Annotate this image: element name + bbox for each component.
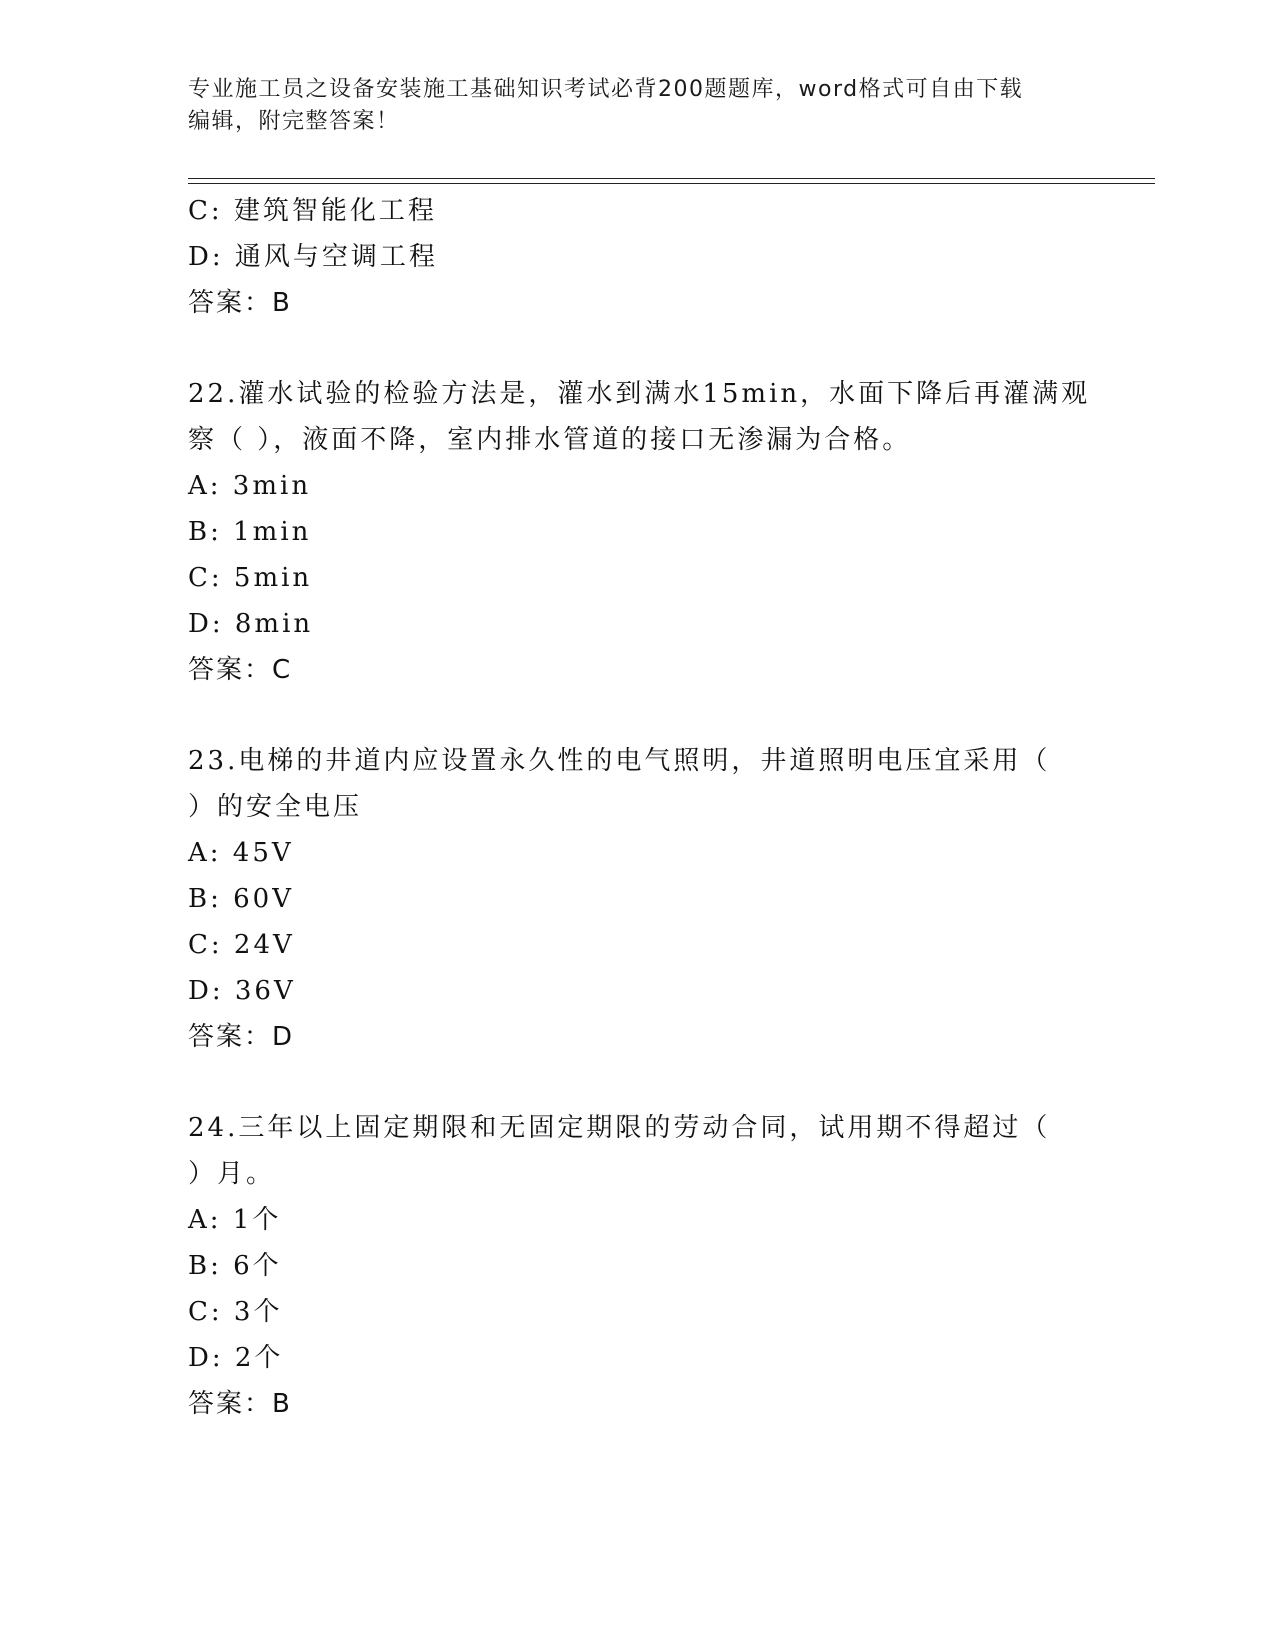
option-a: A: 45V xyxy=(188,838,294,868)
spacer xyxy=(188,1060,1088,1105)
page-header xyxy=(188,74,1088,138)
option-d: D: 通风与空调工程 xyxy=(188,242,438,272)
answer-line: 答案：D xyxy=(188,1022,295,1052)
question-text-line-1: 22.灌水试验的检验方法是，灌水到满水15min，水面下降后再灌满观 xyxy=(188,379,1091,409)
answer-line: 答案：B xyxy=(188,288,292,318)
option-a: A: 1个 xyxy=(188,1205,282,1235)
option-b: B: 1min xyxy=(188,517,312,547)
question-22 xyxy=(188,371,1091,693)
header-title-line-1: 专业施工员之设备安装施工基础知识考试必背200题题库，word格式可自由下载 xyxy=(188,77,1024,102)
question-21 xyxy=(188,188,1088,326)
header-title-line-2: 编辑，附完整答案！ xyxy=(188,109,400,134)
question-text-line-2: ）的安全电压 xyxy=(188,792,363,822)
answer-line: 答案：B xyxy=(188,1389,292,1419)
option-a: A: 3min xyxy=(188,471,312,501)
option-b: B: 6个 xyxy=(188,1251,282,1281)
question-23 xyxy=(188,738,1088,1060)
question-text-line-1: 23.电梯的井道内应设置永久性的电气照明，井道照明电压宜采用（ xyxy=(188,746,1051,776)
header-divider-bottom xyxy=(188,183,1155,184)
question-24 xyxy=(188,1105,1088,1427)
option-c: C: 5min xyxy=(188,563,313,593)
question-text-line-1: 24.三年以上固定期限和无固定期限的劳动合同，试用期不得超过（ xyxy=(188,1113,1051,1143)
header-divider-top xyxy=(188,178,1155,179)
answer-line: 答案：C xyxy=(188,655,293,685)
option-c: C: 3个 xyxy=(188,1297,283,1327)
option-c: C: 24V xyxy=(188,930,295,960)
spacer xyxy=(188,326,1088,371)
spacer xyxy=(188,693,1088,738)
option-d: D: 2个 xyxy=(188,1343,284,1373)
option-b: B: 60V xyxy=(188,884,294,914)
option-d: D: 8min xyxy=(188,609,314,639)
question-text-line-2: 察（ ），液面不降，室内排水管道的接口无渗漏为合格。 xyxy=(188,425,912,455)
option-d: D: 36V xyxy=(188,976,296,1006)
question-list xyxy=(188,188,1091,1427)
option-c: C: 建筑智能化工程 xyxy=(188,196,437,226)
question-text-line-2: ）月。 xyxy=(188,1159,276,1189)
